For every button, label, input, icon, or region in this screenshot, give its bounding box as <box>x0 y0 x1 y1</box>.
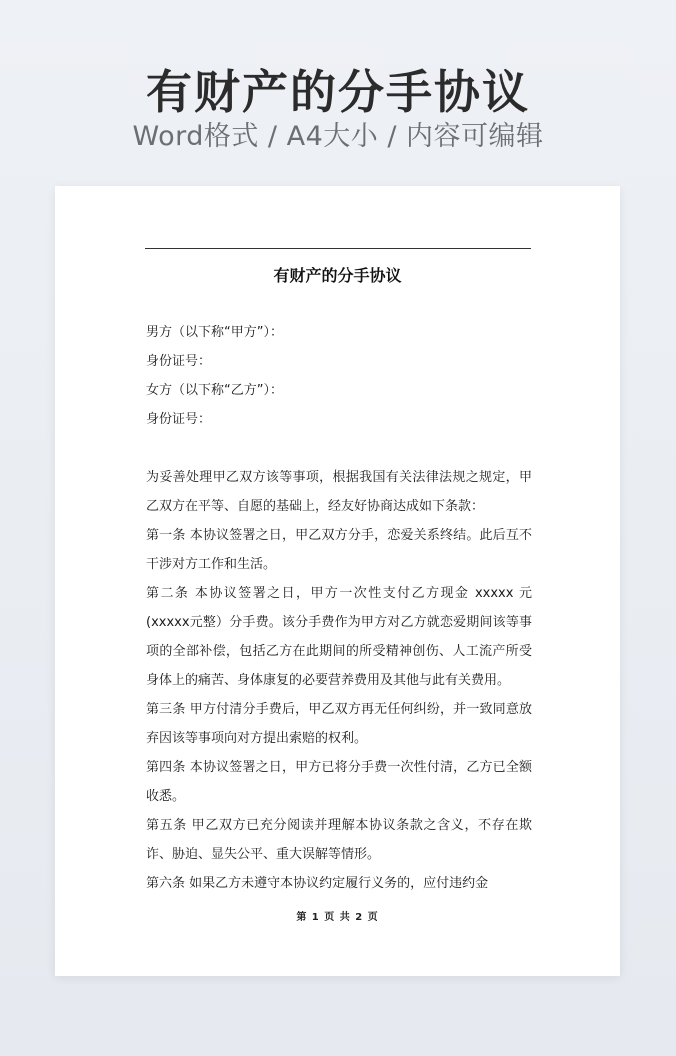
document-page <box>55 186 620 976</box>
party-line-female: 女方（以下称“乙方”）： <box>146 383 283 398</box>
party-line-male-id: 身份证号： <box>146 354 212 369</box>
article-1: 第一条 本协议签署之日，甲乙双方分手，恋爱关系终结。此后互不干涉对方工作和生活。 <box>146 528 532 572</box>
article-3: 第三条 甲方付清分手费后，甲乙双方再无任何纠纷，并一致同意放弃因该等事项向对方提出索赔的权利。 <box>146 702 532 746</box>
article-6: 第六条 如果乙方未遵守本协议约定履行义务的，应付违约金 <box>146 876 489 891</box>
document-body <box>146 318 532 898</box>
article-5: 第五条 甲乙双方已充分阅读并理解本协议条款之含义，不存在欺诈、胁迫、显失公平、重大误解等情形。 <box>146 818 532 862</box>
party-line-male: 男方（以下称“甲方”）： <box>146 325 283 340</box>
page-title: 有财产的分手协议 <box>146 65 530 119</box>
page-subtitle: Word格式 / A4大小 / 内容可编辑 <box>132 121 544 152</box>
paragraph-gap <box>146 434 532 463</box>
article-4: 第四条 本协议签署之日，甲方已将分手费一次性付清，乙方已全额收悉。 <box>146 760 532 804</box>
document-title: 有财产的分手协议 <box>273 266 402 285</box>
preamble-paragraph: 为妥善处理甲乙双方该等事项，根据我国有关法律法规之规定，甲乙双方在平等、自愿的基础上，经友好协商达成如下条款： <box>146 470 532 514</box>
party-line-female-id: 身份证号： <box>146 412 212 427</box>
article-2: 第二条 本协议签署之日，甲方一次性支付乙方现金 xxxxx 元(xxxxx元整）分手费。该分手费作为甲方对乙方就恋爱期间该等事项的全部补偿，包括乙方在此期间的所受精神创伤、人工流产所受身体上的痛苦、身体康复的必要营养费用及其他与此有关费用。 <box>146 586 532 688</box>
page-number: 第 1 页 共 2 页 <box>296 912 379 923</box>
header-rule <box>145 248 531 249</box>
